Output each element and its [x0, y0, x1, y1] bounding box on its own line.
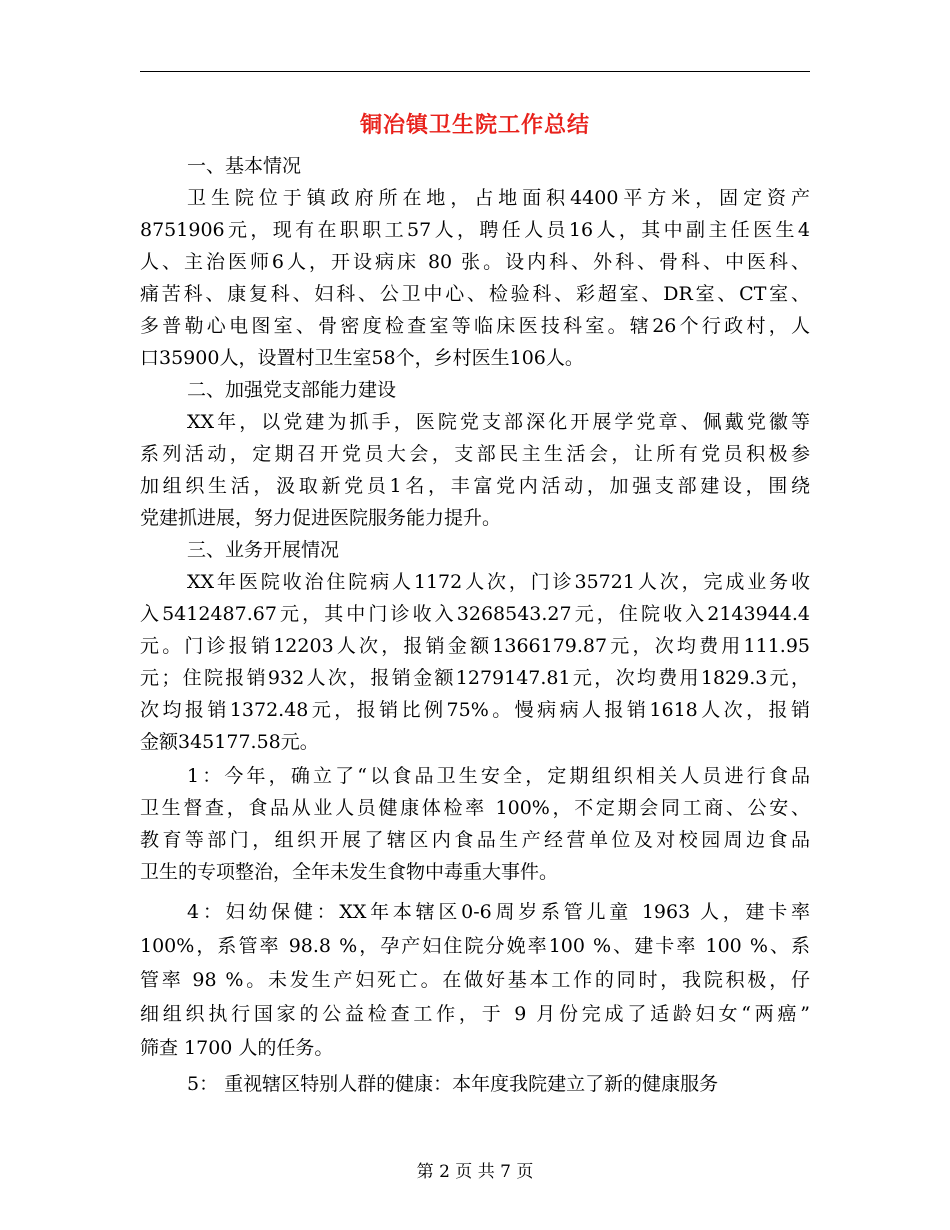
- paragraph-line: XX年，以党建为抓手，医院党支部深化开展学党章、佩戴党徽等: [187, 411, 810, 433]
- paragraph-line: XX年医院收治住院病人1172人次，门诊35721人次，完成业务收: [187, 571, 810, 593]
- paragraph-line: 1：今年，确立了“以食品卫生安全，定期组织相关人员进行食品: [187, 765, 810, 787]
- paragraph-line: 口35900人，设置村卫生室58个，乡村医生106人。: [140, 347, 584, 369]
- paragraph-line: 系列活动，定期召开党员大会，支部民主生活会，让所有党员积极参: [140, 443, 810, 465]
- paragraph-line: 筛查 1700 人的任务。: [140, 1037, 334, 1059]
- paragraph-line: 4：妇幼保健：XX年本辖区0-6周岁系管儿童 1963 人，建卡率: [187, 901, 810, 923]
- paragraph-line: 8751906元，现有在职职工57人，聘任人员16人，其中副主任医生4: [140, 219, 810, 241]
- section-heading-party: 二、加强党支部能力建设: [187, 379, 397, 401]
- paragraph-line: 元。门诊报销12203人次，报销金额1366179.87元，次均费用111.95: [140, 635, 810, 657]
- paragraph-line: 管率 98 %。未发生产妇死亡。在做好基本工作的同时，我院积极，仔: [140, 969, 810, 991]
- page-footer: 第 2 页 共 7 页: [416, 1162, 534, 1182]
- paragraph-line: 5： 重视辖区特别人群的健康：本年度我院建立了新的健康服务: [187, 1073, 719, 1095]
- paragraph-line: 教育等部门，组织开展了辖区内食品生产经营单位及对校园周边食品: [140, 829, 810, 851]
- paragraph-line: 加组织生活，汲取新党员1名，丰富党内活动，加强支部建设，围绕: [140, 475, 810, 497]
- paragraph-line: 痛苦科、康复科、妇科、公卫中心、检验科、彩超室、DR室、CT室、: [140, 283, 810, 305]
- paragraph-line: 入5412487.67元，其中门诊收入3268543.27元，住院收入2143944.4: [140, 603, 810, 625]
- document-title: 铜冶镇卫生院工作总结: [359, 112, 590, 138]
- paragraph-line: 卫生督查，食品从业人员健康体检率 100%，不定期会同工商、公安、: [140, 797, 810, 819]
- paragraph-line: 人、主治医师6人，开设病床 80 张。设内科、外科、骨科、中医科、: [140, 251, 810, 273]
- paragraph-line: 卫生的专项整治，全年未发生食物中毒重大事件。: [140, 861, 559, 883]
- paragraph-line: 细组织执行国家的公益检查工作，于 9 月份完成了适龄妇女“两癌”: [140, 1003, 810, 1025]
- paragraph-line: 次均报销1372.48元，报销比例75%。慢病病人报销1618人次，报销: [140, 699, 810, 721]
- paragraph-line: 金额345177.58元。: [140, 731, 319, 753]
- section-heading-basic: 一、基本情况: [187, 155, 302, 177]
- paragraph-line: 元；住院报销932人次，报销金额1279147.81元，次均费用1829.3元，: [140, 667, 810, 689]
- header-rule: [140, 71, 810, 72]
- paragraph-line: 100%，系管率 98.8 %，孕产妇住院分娩率100 %、建卡率 100 %、系: [140, 935, 810, 957]
- paragraph-line: 党建抓进展，努力促进医院服务能力提升。: [140, 507, 502, 529]
- paragraph-line: 卫生院位于镇政府所在地，占地面积4400平方米，固定资产: [187, 187, 810, 209]
- section-heading-business: 三、业务开展情况: [187, 539, 340, 561]
- paragraph-line: 多普勒心电图室、骨密度检查室等临床医技科室。辖26个行政村，人: [140, 315, 810, 337]
